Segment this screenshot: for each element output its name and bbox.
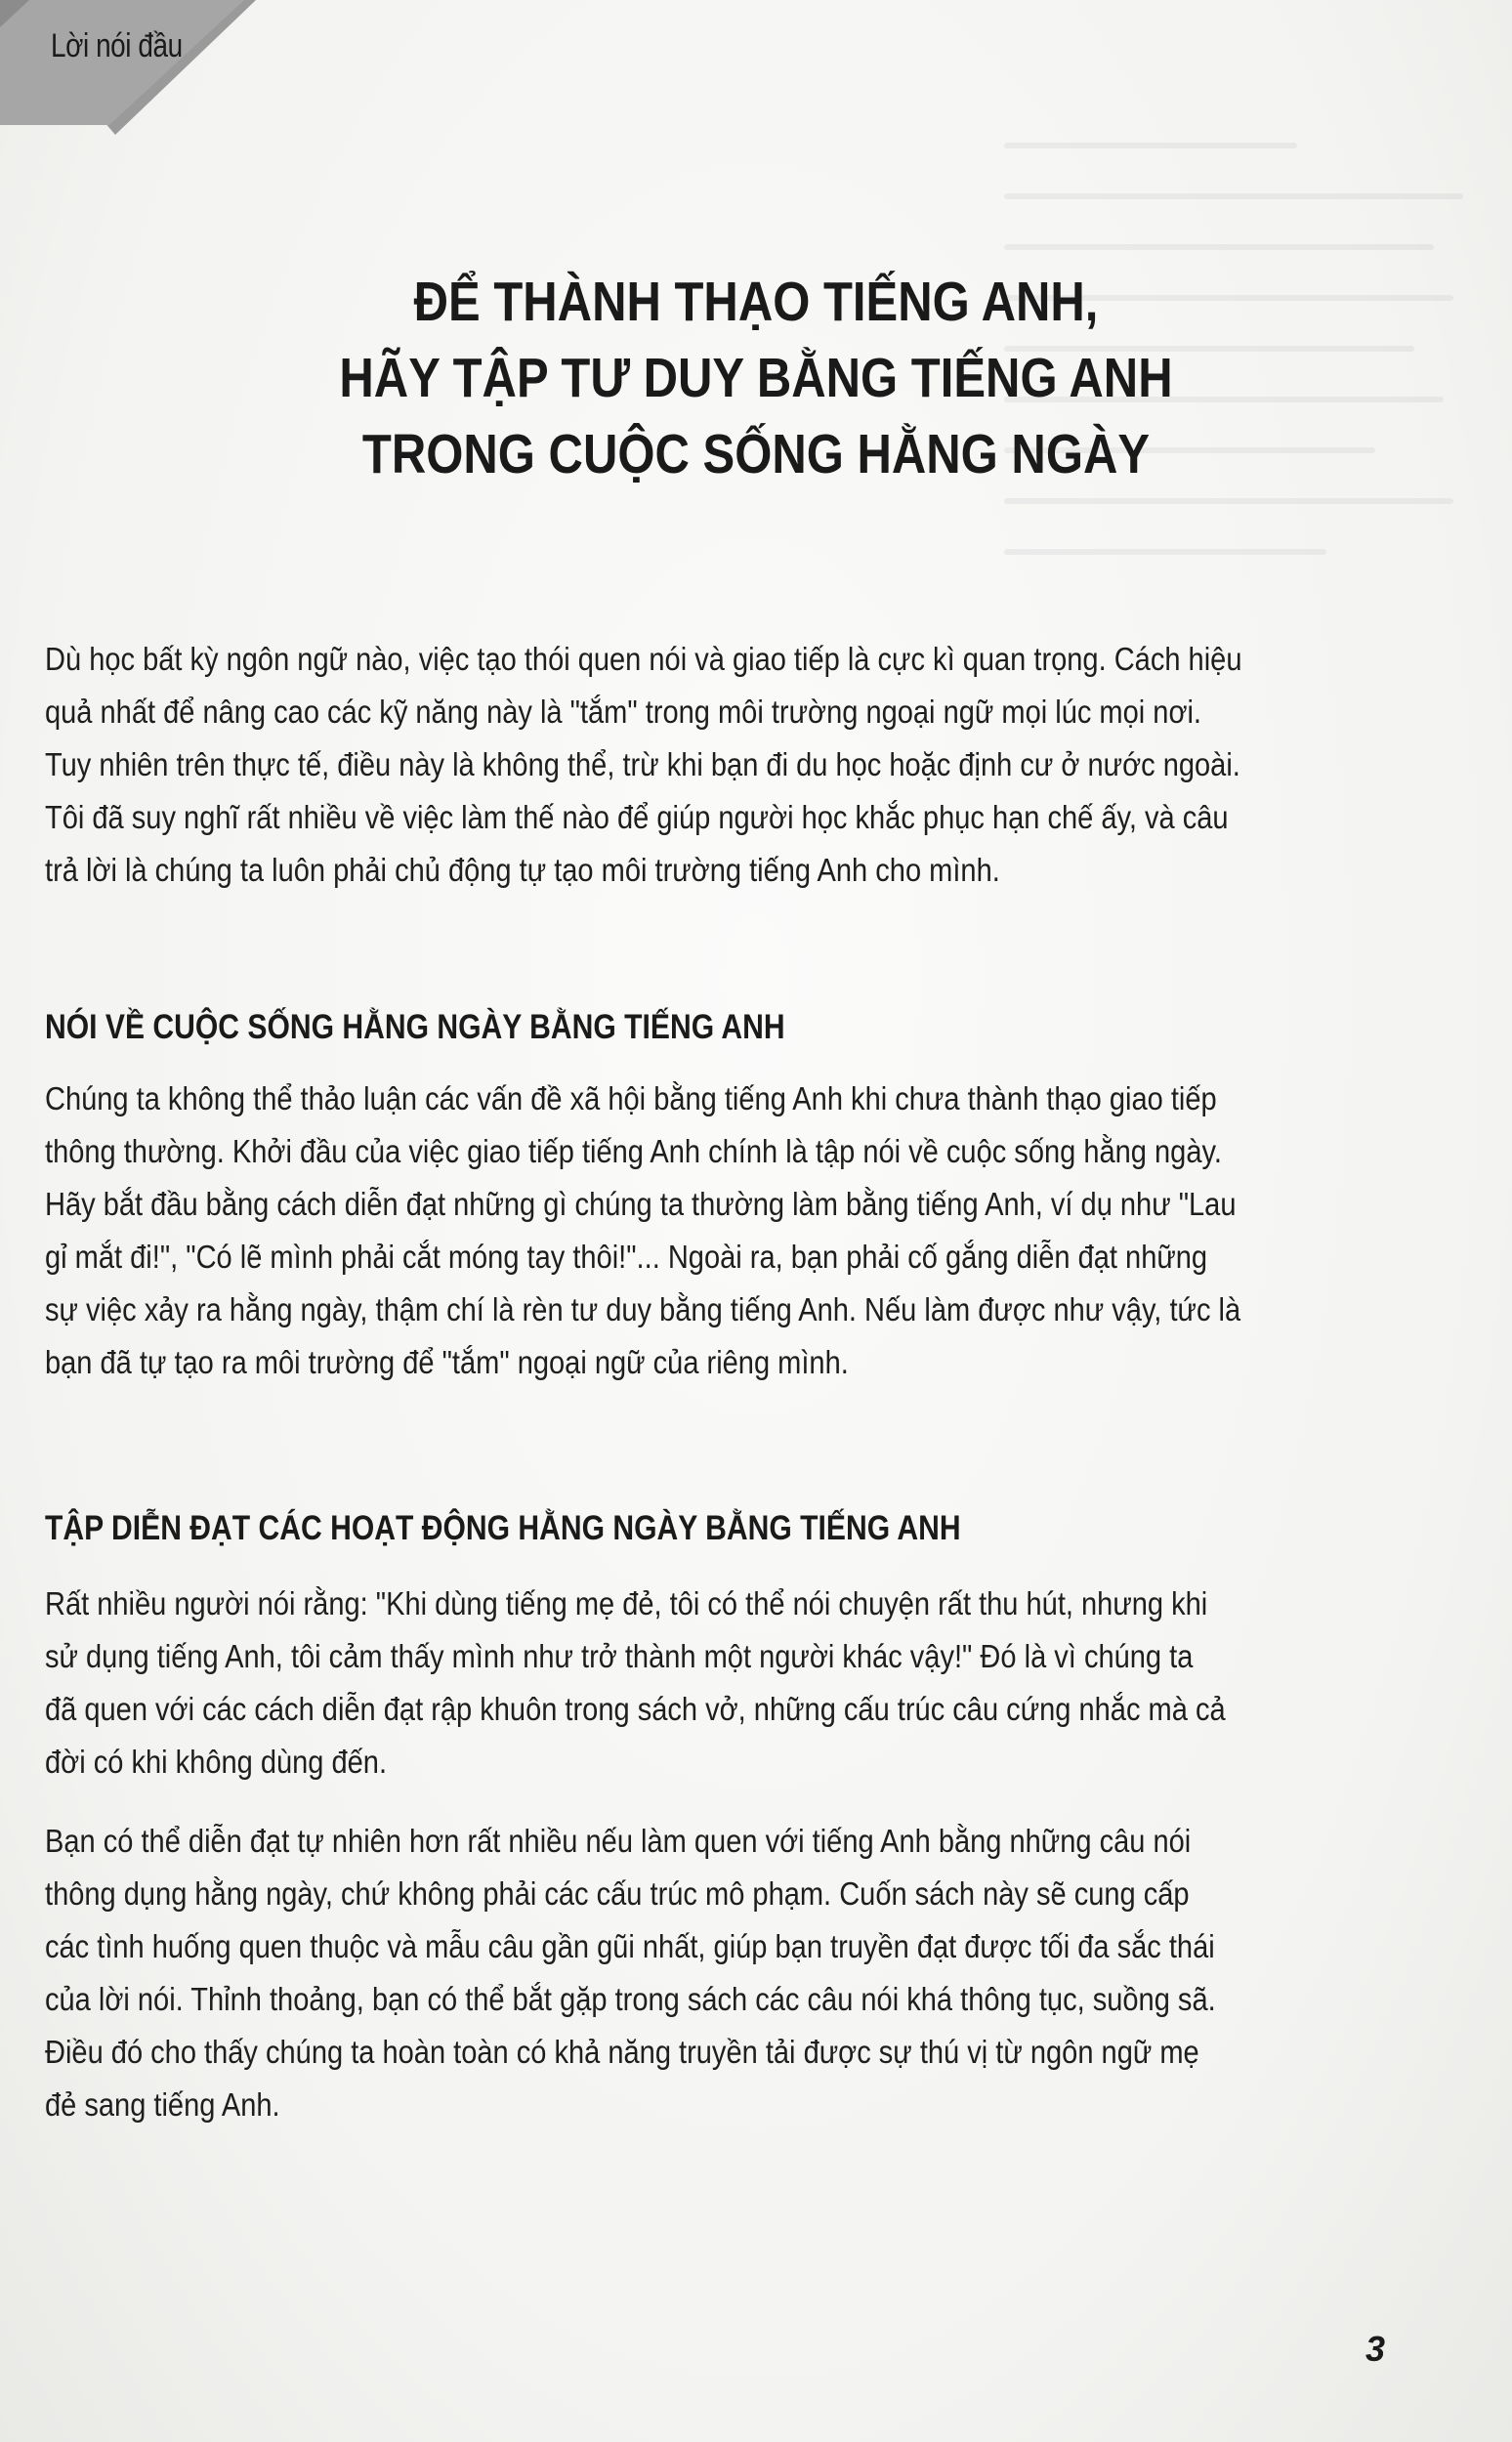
title-line-3: TRONG CUỘC SỐNG HẰNG NGÀY xyxy=(361,423,1151,485)
section2-line: các tình huống quen thuộc và mẫu câu gần gũi nhất, giúp bạn truyền đạt được tối đa sắc thái xyxy=(45,1928,1215,1964)
intro-paragraph xyxy=(45,633,1442,897)
section1-line: Hãy bắt đầu bằng cách diễn đạt những gì chúng ta thường làm bằng tiếng Anh, ví dụ như "Lau xyxy=(45,1186,1237,1222)
section1-line: thông thường. Khởi đầu của việc giao tiếp tiếng Anh chính là tập nói về cuộc sống hằng ngày. xyxy=(45,1133,1222,1169)
section-label: Lời nói đầu xyxy=(51,27,183,64)
section-corner-tab xyxy=(0,0,264,137)
page-title xyxy=(0,264,1512,492)
page-number: 3 xyxy=(1365,2329,1385,2369)
title-line-2: HÃY TẬP TƯ DUY BẰNG TIẾNG ANH xyxy=(339,347,1173,409)
section2-line: đời có khi không dùng đến. xyxy=(45,1744,388,1780)
section-heading-daily-life: NÓI VỀ CUỘC SỐNG HẰNG NGÀY BẰNG TIẾNG ANH xyxy=(45,1008,785,1046)
intro-line: quả nhất để nâng cao các kỹ năng này là "tắm" trong môi trường ngoại ngữ mọi lúc mọi nơi. xyxy=(45,694,1202,730)
section2-line: sử dụng tiếng Anh, tôi cảm thấy mình như trở thành một người khác vậy!" Đó là vì chúng ta xyxy=(45,1638,1194,1674)
section-heading-daily-activities: TẬP DIỄN ĐẠT CÁC HOẠT ĐỘNG HẰNG NGÀY BẰNG TIẾNG ANH xyxy=(45,1509,961,1547)
section2-line: Rất nhiều người nói rằng: "Khi dùng tiếng mẹ đẻ, tôi có thể nói chuyện rất thu hút, nhưng khi xyxy=(45,1585,1208,1621)
section2-paragraph-1 xyxy=(45,1578,1442,1789)
intro-line: Tuy nhiên trên thực tế, điều này là không thể, trừ khi bạn đi du học hoặc định cư ở nước ngoài. xyxy=(45,746,1240,782)
section1-line: bạn đã tự tạo ra môi trường để "tắm" ngoại ngữ của riêng mình. xyxy=(45,1344,849,1380)
section1-line: Chúng ta không thể thảo luận các vấn đề xã hội bằng tiếng Anh khi chưa thành thạo giao tiếp xyxy=(45,1080,1217,1116)
section2-line: đã quen với các cách diễn đạt rập khuôn trong sách vở, những cấu trúc câu cứng nhắc mà cả xyxy=(45,1691,1226,1727)
section2-line: của lời nói. Thỉnh thoảng, bạn có thể bắt gặp trong sách các câu nói khá thông tục, suồng sã. xyxy=(45,1981,1216,2017)
section2-paragraph-2 xyxy=(45,1815,1442,2131)
intro-line: trả lời là chúng ta luôn phải chủ động tự tạo môi trường tiếng Anh cho mình. xyxy=(45,852,1000,888)
section1-line: sự việc xảy ra hằng ngày, thậm chí là rèn tư duy bằng tiếng Anh. Nếu làm được như vậy, tức là xyxy=(45,1291,1241,1327)
section1-paragraph xyxy=(45,1073,1442,1389)
intro-line: Tôi đã suy nghĩ rất nhiều về việc làm thế nào để giúp người học khắc phục hạn chế ấy, và câu xyxy=(45,799,1229,835)
section2-line: Điều đó cho thấy chúng ta hoàn toàn có khả năng truyền tải được sự thú vị từ ngôn ngữ mẹ xyxy=(45,2034,1199,2070)
section2-line: đẻ sang tiếng Anh. xyxy=(45,2086,280,2123)
intro-line: Dù học bất kỳ ngôn ngữ nào, việc tạo thói quen nói và giao tiếp là cực kì quan trọng. Cách hiệu xyxy=(45,641,1242,677)
section1-line: gỉ mắt đi!", "Có lẽ mình phải cắt móng tay thôi!"... Ngoài ra, bạn phải cố gắng diễn đạt những xyxy=(45,1239,1208,1275)
title-line-1: ĐỂ THÀNH THẠO TIẾNG ANH, xyxy=(413,271,1099,333)
section2-line: Bạn có thể diễn đạt tự nhiên hơn rất nhiều nếu làm quen với tiếng Anh bằng những câu nói xyxy=(45,1823,1192,1859)
section2-line: thông dụng hằng ngày, chứ không phải các cấu trúc mô phạm. Cuốn sách này sẽ cung cấp xyxy=(45,1875,1190,1912)
